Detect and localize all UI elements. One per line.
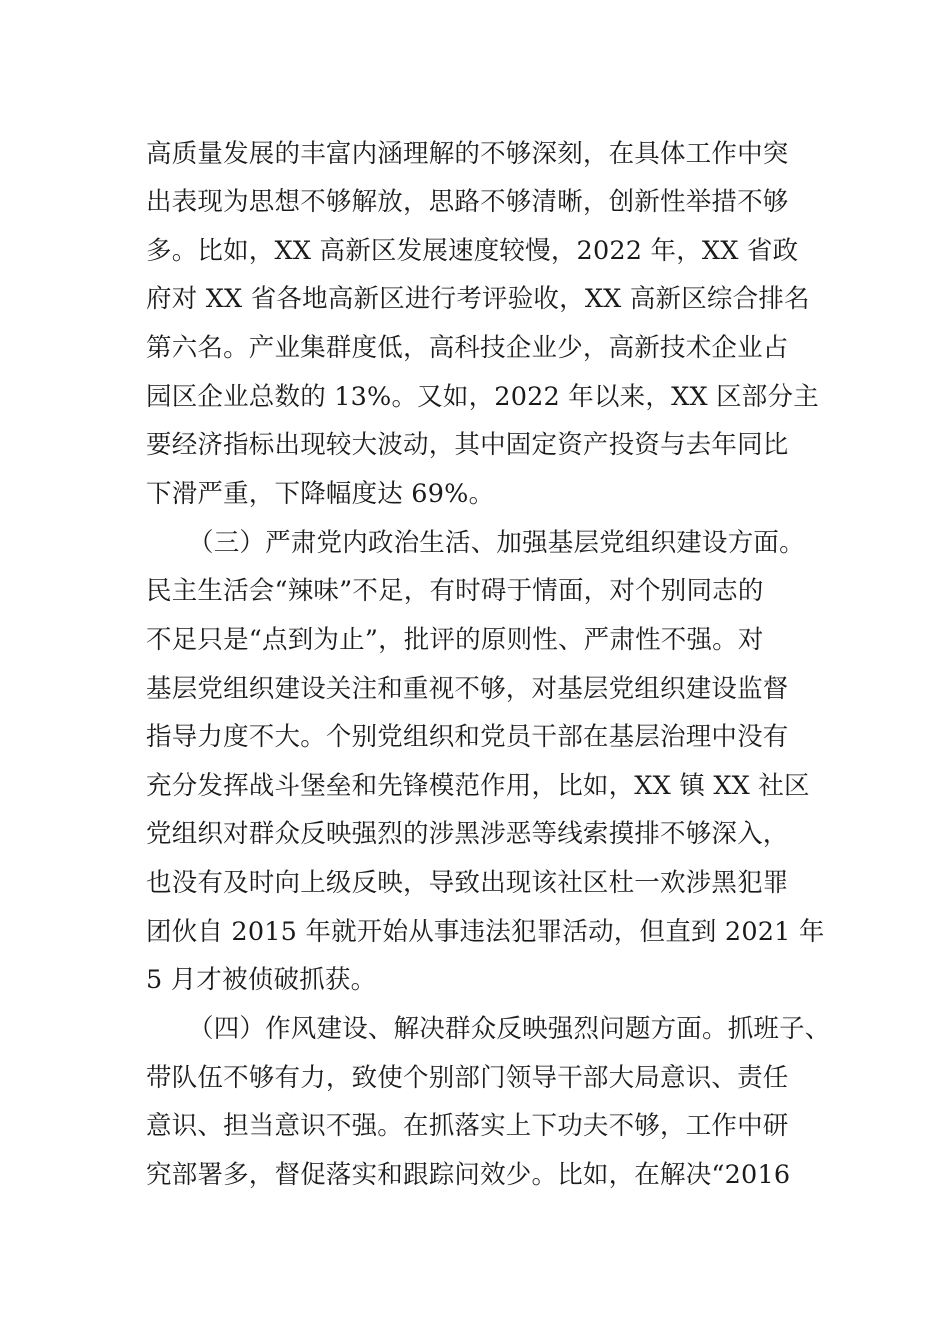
text-line: 充分发挥战斗堡垒和先锋模范作用，比如，XX 镇 XX 社区 [146,771,810,801]
text-line: 第六名。产业集群度低，高科技企业少，高新技术企业占 [146,333,789,363]
text-line: 也没有及时向上级反映，导致出现该社区杜一欢涉黑犯罪 [146,868,789,898]
text-line: 府对 XX 省各地高新区进行考评验收，XX 高新区综合排名 [146,284,810,314]
text-line: 下滑严重，下降幅度达 69%。 [146,479,495,509]
text-line: 基层党组织建设关注和重视不够，对基层党组织建设监督 [146,674,789,704]
text-line: 高质量发展的丰富内涵理解的不够深刻，在具体工作中突 [146,139,789,169]
section-heading-3: （三）严肃党内政治生活、加强基层党组织建设方面。 [188,528,805,558]
text-line: 党组织对群众反映强烈的涉黑涉恶等线索摸排不够深入， [146,819,789,849]
text-line: 园区企业总数的 13%。又如，2022 年以来，XX 区部分主 [146,382,819,412]
text-line: 团伙自 2015 年就开始从事违法犯罪活动，但直到 2021 年 [146,917,825,947]
text-line: 带队伍不够有力，致使个别部门领导干部大局意识、责任 [146,1063,789,1093]
section-heading-4: （四）作风建设、解决群众反映强烈问题方面。抓班子、 [188,1014,831,1044]
text-line: 出表现为思想不够解放，思路不够清晰，创新性举措不够 [146,187,789,217]
text-line: 不足只是“点到为止”，批评的原则性、严肃性不强。对 [146,625,764,655]
text-line: 5 月才被侦破抓获。 [146,965,377,995]
text-line: 意识、担当意识不强。在抓落实上下功夫不够，工作中研 [146,1111,789,1141]
text-line: 究部署多，督促落实和跟踪问效少。比如，在解决“2016 [146,1160,791,1190]
text-line: 要经济指标出现较大波动，其中固定资产投资与去年同比 [146,430,789,460]
text-line: 指导力度不大。个别党组织和党员干部在基层治理中没有 [146,722,789,752]
text-line: 多。比如，XX 高新区发展速度较慢，2022 年，XX 省政 [146,236,799,266]
text-line: 民主生活会“辣味”不足，有时碍于情面，对个别同志的 [146,576,764,606]
